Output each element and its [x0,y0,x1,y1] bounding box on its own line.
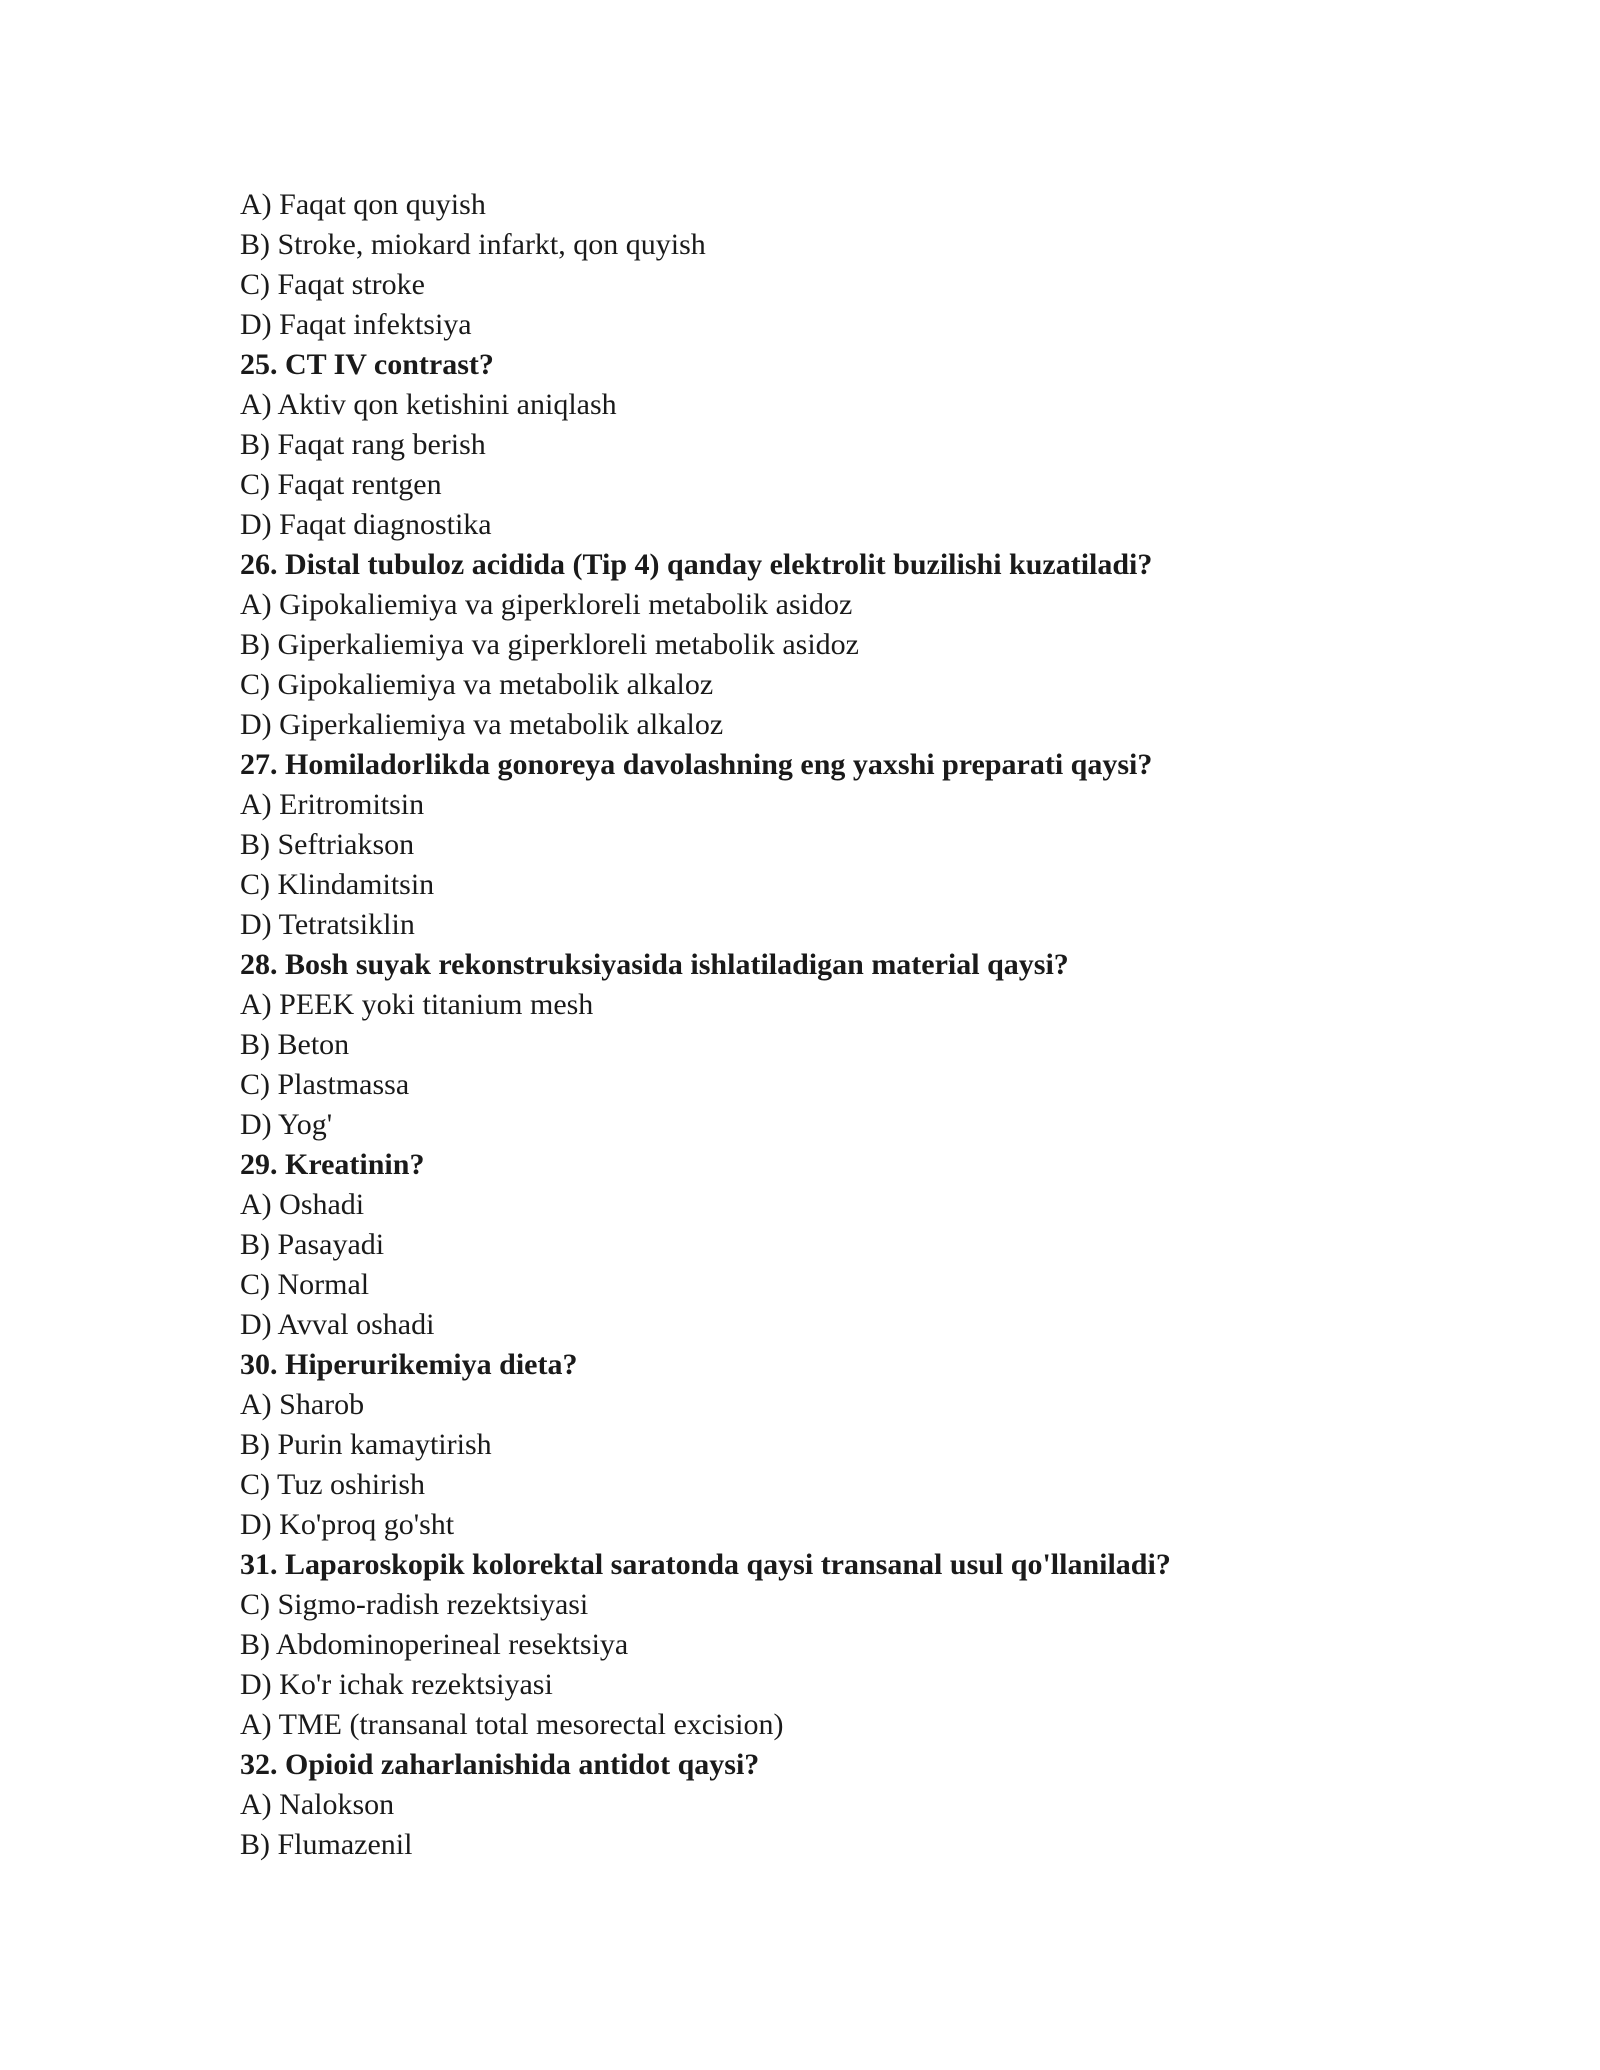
answer-option: B) Faqat rang berish [240,428,486,461]
answer-option: C) Tuz oshirish [240,1468,426,1501]
answer-option: D) Ko'r ichak rezektsiyasi [240,1668,553,1701]
answer-option: B) Stroke, miokard infarkt, qon quyish [240,228,706,261]
answer-option: D) Faqat infektsiya [240,308,472,341]
answer-option: A) Aktiv qon ketishini aniqlash [240,388,617,421]
answer-option: A) TME (transanal total mesorectal excision) [240,1708,784,1741]
document-body [240,185,1440,1865]
answer-option: D) Yog' [240,1108,333,1141]
answer-option: D) Faqat diagnostika [240,508,492,541]
answer-option: B) Flumazenil [240,1828,413,1861]
answer-option: A) Gipokaliemiya va giperkloreli metabolik asidoz [240,588,853,621]
answer-option: C) Faqat rentgen [240,468,442,501]
answer-option: C) Normal [240,1268,370,1301]
answer-option: B) Beton [240,1028,350,1061]
answer-option: D) Ko'proq go'sht [240,1508,455,1541]
question-text: 27. Homiladorlikda gonoreya davolashning eng yaxshi preparati qaysi? [240,748,1153,781]
answer-option: A) Nalokson [240,1788,395,1821]
answer-option: D) Avval oshadi [240,1308,435,1341]
question-text: 31. Laparoskopik kolorektal saratonda qaysi transanal usul qo'llaniladi? [240,1548,1171,1581]
answer-option: C) Sigmo-radish rezektsiyasi [240,1588,589,1621]
answer-option: A) Eritromitsin [240,788,425,821]
answer-option: A) PEEK yoki titanium mesh [240,988,594,1021]
question-text: 28. Bosh suyak rekonstruksiyasida ishlatiladigan material qaysi? [240,948,1069,981]
answer-option: C) Faqat stroke [240,268,425,301]
question-text: 29. Kreatinin? [240,1148,425,1181]
answer-option: C) Gipokaliemiya va metabolik alkaloz [240,668,714,701]
question-text: 26. Distal tubuloz acidida (Tip 4) qanday elektrolit buzilishi kuzatiladi? [240,548,1153,581]
answer-option: C) Klindamitsin [240,868,435,901]
answer-option: B) Giperkaliemiya va giperkloreli metabolik asidoz [240,628,859,661]
answer-option: C) Plastmassa [240,1068,410,1101]
answer-option: B) Abdominoperineal resektsiya [240,1628,629,1661]
answer-option: A) Sharob [240,1388,365,1421]
answer-option: D) Tetratsiklin [240,908,415,941]
question-text: 32. Opioid zaharlanishida antidot qaysi? [240,1748,760,1781]
answer-option: A) Faqat qon quyish [240,188,486,221]
question-text: 30. Hiperurikemiya dieta? [240,1348,578,1381]
question-text: 25. CT IV contrast? [240,348,494,381]
answer-option: A) Oshadi [240,1188,365,1221]
answer-option: B) Seftriakson [240,828,415,861]
answer-option: D) Giperkaliemiya va metabolik alkaloz [240,708,724,741]
answer-option: B) Purin kamaytirish [240,1428,492,1461]
answer-option: B) Pasayadi [240,1228,385,1261]
